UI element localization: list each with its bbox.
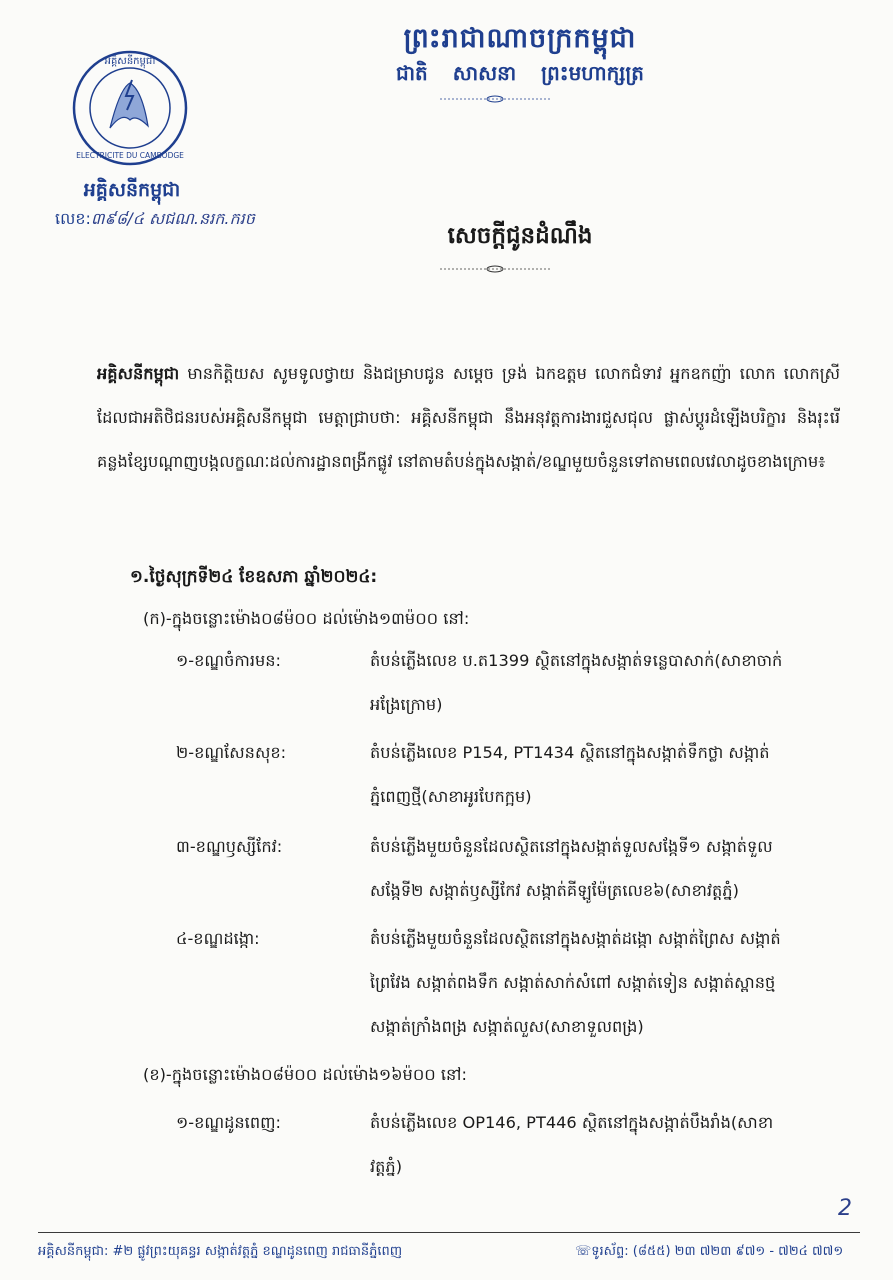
footer-phone-text: ទូរស័ព្ទ: (៨៥៥) ២៣ ៧២៣ ៩៧១ - ៧២៤ ៧៧១ — [591, 1244, 844, 1259]
zone-description-line: អង្រែក្រោម) — [370, 695, 443, 714]
org-seal — [70, 48, 190, 168]
intro-paragraph — [97, 352, 840, 484]
ornament-divider — [440, 94, 550, 104]
zone-description-line: តំបន់ភ្លើងលេខ OP146, PT446 ស្ថិតនៅក្នុងសង្កាត់បឹងរាំង(សាខា — [370, 1113, 774, 1132]
zone-description-line: តំបន់ភ្លើងមួយចំនួនដែលស្ថិតនៅក្នុងសង្កាត់ដង្កោ សង្កាត់ព្រៃស សង្កាត់ — [370, 929, 781, 948]
zone-label: ១-ខណ្ឌចំការមន: — [176, 651, 281, 670]
zone-label: ៣-ខណ្ឌឫស្សីកែវ: — [176, 837, 283, 856]
title-ornament-divider — [440, 264, 550, 274]
footer-divider — [38, 1232, 860, 1233]
reference-number — [55, 208, 255, 232]
zone-description-line: ភ្នំពេញថ្មី(សាខាអូរបែកក្អម) — [370, 787, 532, 806]
seal-text-top: អគ្គិសនីកម្ពុជា — [104, 56, 156, 67]
section-b-heading: (ខ)-ក្នុងចន្លោះម៉ោង០៨ម៉០០ ដល់ម៉ោង១៦ម៉០០ នៅ: — [143, 1065, 467, 1084]
national-motto: ជាតិ សាសនា ព្រះមហាក្សត្រ — [396, 61, 644, 85]
day-heading: ១.ថ្ងៃសុក្រទី២៤ ខែឧសភា ឆ្នាំ២០២៤: — [130, 567, 378, 587]
section-a-heading: (ក)-ក្នុងចន្លោះម៉ោង០៨ម៉០០ ដល់ម៉ោង១៣ម៉០០ នៅ: — [143, 609, 470, 628]
zone-label: ១-ខណ្ឌដូនពេញ: — [176, 1113, 281, 1132]
footer-address: អគ្គិសនីកម្ពុជា: #២ ផ្លូវព្រះយុគន្ធរ សង្កាត់វត្តភ្នំ ខណ្ឌដូនពេញ រាជធានីភ្នំពេញ — [38, 1244, 403, 1259]
zone-description-line: សង្កែទី២ សង្កាត់ឫស្សីកែវ សង្កាត់គីឡូម៉ែត្រលេខ៦(សាខាវត្តភ្នំ) — [370, 881, 739, 900]
zone-label: ២-ខណ្ឌសែនសុខ: — [176, 743, 287, 762]
zone-description-line: តំបន់ភ្លើងលេខ ប.ត1399 ស្ថិតនៅក្នុងសង្កាត់ទន្លេបាសាក់(សាខាចាក់ — [370, 651, 783, 670]
footer-phone — [575, 1243, 843, 1262]
org-name: អគ្គិសនីកម្ពុជា — [83, 179, 181, 201]
zone-description-line: តំបន់ភ្លើងលេខ P154, PT1434 ស្ថិតនៅក្នុងសង្កាត់ទឹកថ្លា សង្កាត់ — [370, 743, 770, 762]
seal-text-bottom: ELECTRICITE DU CAMBODGE — [76, 151, 184, 160]
zone-description-line: សង្កាត់ក្រាំងពង្រ សង្កាត់លួស(សាខាទួលពង្រ) — [370, 1017, 644, 1036]
reference-handwritten: ៣៩៨/៤ សជណ.នរក.ករច — [90, 209, 255, 228]
zone-description-line: ព្រៃវែង សង្កាត់ពងទឹក សង្កាត់សាក់សំពៅ សង្កាត់ទៀន សង្កាត់ស្ពានថ្ម — [370, 973, 776, 992]
kingdom-heading: ព្រះរាជាណាចក្រកម្ពុជា — [403, 23, 637, 54]
phone-icon: ☏ — [575, 1244, 592, 1259]
zone-description-line: តំបន់ភ្លើងមួយចំនួនដែលស្ថិតនៅក្នុងសង្កាត់ទួលសង្កែទី១ សង្កាត់ទួល — [370, 837, 773, 856]
page-mark: 2 — [838, 1196, 852, 1221]
zone-label: ៤-ខណ្ឌដង្កោ: — [176, 929, 260, 948]
intro-text: មានកិត្តិយស សូមទូលថ្វាយ និងជម្រាបជូន សម្តេច ទ្រង់ ឯកឧត្តម លោកជំទាវ អ្នកឧកញ៉ា លោក លោកស្រី ដែលជាអតិថិជនរបស់អគ្គិសនីកម្ពុជា មេត្តាជ្រាបថា: អគ្គិសនីកម្ពុជា នឹងអនុវត្តការងារជួសជុល ផ្លាស់ប្តូរដំឡើងបរិក្ខារ និងរុះរើគន្លងខ្សែបណ្តាញបង្កលក្ខណៈដល់ការដ្ឋានពង្រីកផ្លូវ នៅតាមតំបន់ក្នុងសង្កាត់/ខណ្ឌមួយចំនួនទៅតាមពេលវេលាដូចខាងក្រោម៖ — [97, 364, 840, 471]
intro-lead: អគ្គិសនីកម្ពុជា — [97, 364, 180, 383]
reference-prefix: លេខ: — [55, 209, 91, 228]
document-title: សេចក្តីជូនដំណឹង — [447, 223, 593, 249]
zone-description-line: វត្តភ្នំ) — [370, 1157, 403, 1176]
